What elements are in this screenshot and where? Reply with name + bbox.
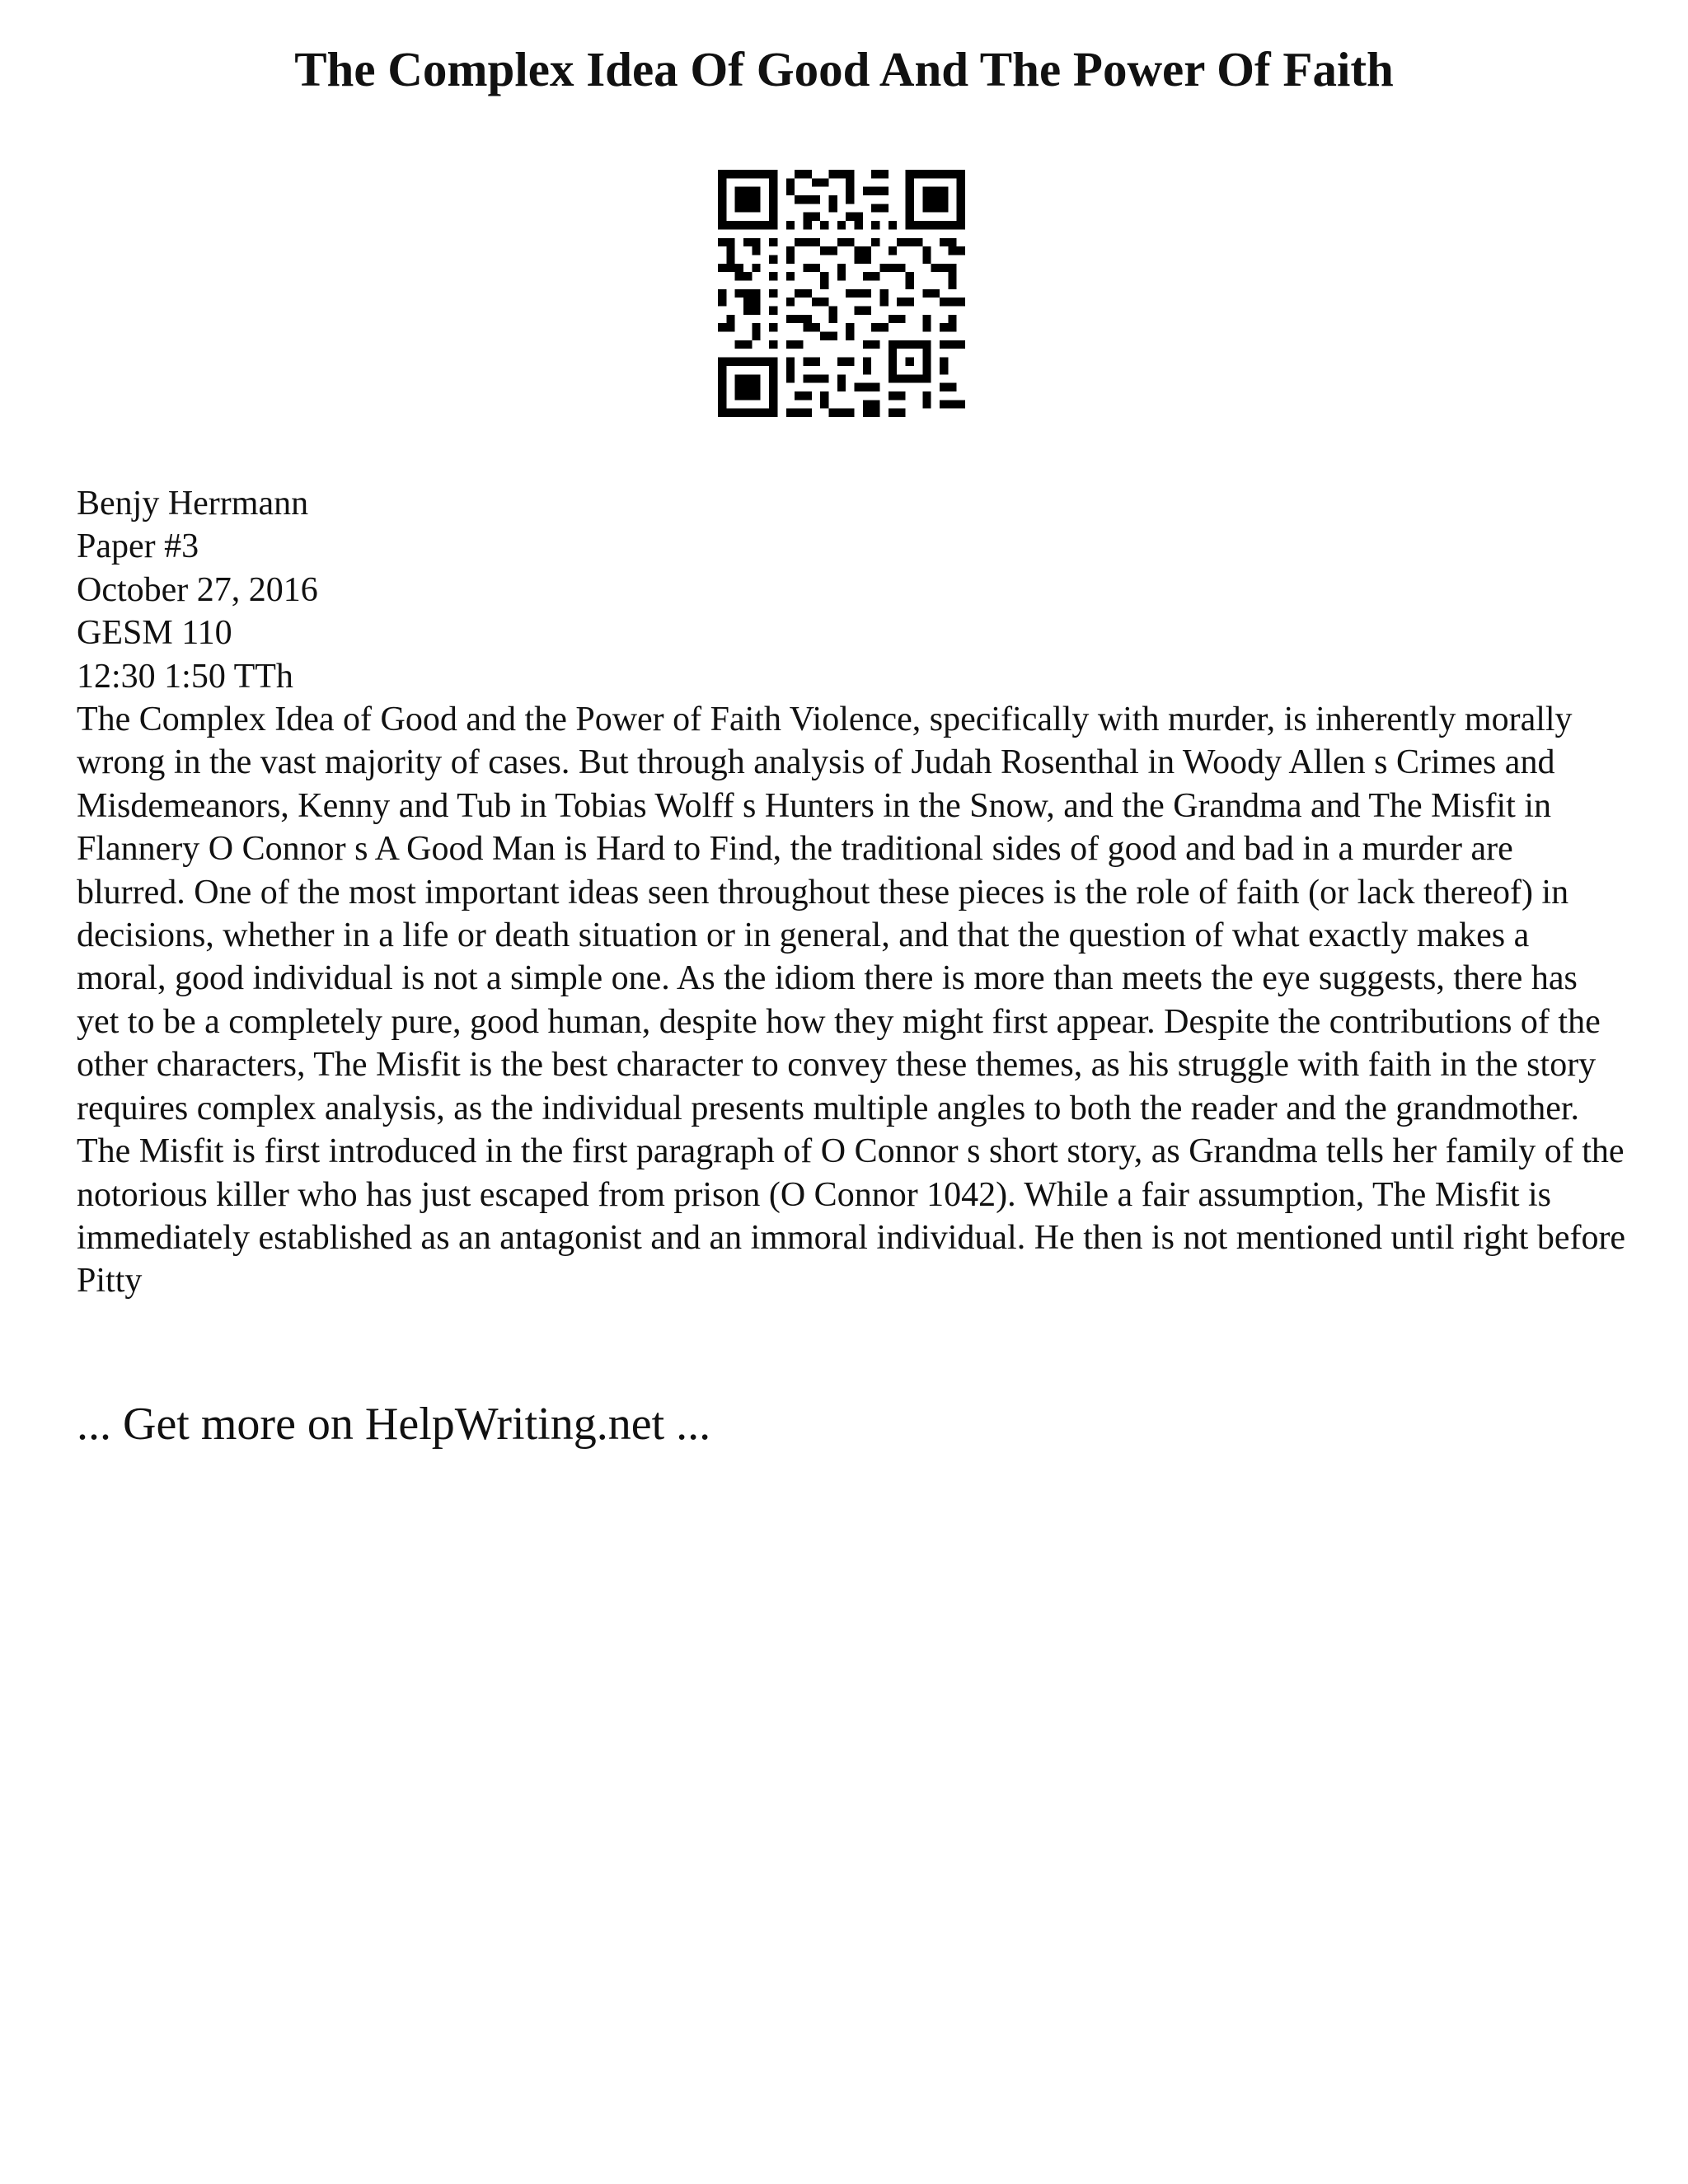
- course-code: GESM 110: [77, 614, 232, 653]
- promo-link-text[interactable]: ... Get more on HelpWriting.net ...: [77, 1399, 711, 1450]
- paper-number: Paper #3: [77, 527, 199, 566]
- class-time: 12:30 1:50 TTh: [77, 657, 293, 696]
- paper-date: October 27, 2016: [77, 570, 318, 609]
- qr-code-icon: [718, 170, 965, 417]
- essay-body: [77, 482, 1626, 1303]
- essay-paragraph: The Complex Idea of Good and the Power of Faith Violence, specifically with murder, is inherently morally wrong in the vast majority of cases. But through analysis of Judah Rosenthal in Woody Allen s Crimes and Misdemeanors, Kenny and Tub in Tobias Wolff s Hunters in the Snow, and the Grandma and The Misfit in Flannery O Connor s A Good Man is Hard to Find, the traditional sides of good and bad in a murder are blurred. One of the most important ideas seen throughout these pieces is the role of faith (or lack thereof) in decisions, whether in a life or death situation or in general, and that the question of what exactly makes a moral, good individual is not a simple one. As the idiom there is more than meets the eye suggests, there has yet to be a completely pure, good human, despite how they might first appear. Despite the contributions of the other characters, The Misfit is the best character to convey these themes, as his struggle with faith in the story requires complex analysis, as the individual presents multiple angles to both the reader and the grandmother. The Misfit is first introduced in the first paragraph of O Connor s short story, as Grandma tells her family of the notorious killer who has just escaped from prison (O Connor 1042). While a fair assumption, The Misfit is immediately established as an antagonist and an immoral individual. He then is not mentioned until right before Pitty: [77, 701, 1626, 1301]
- document-title: The Complex Idea Of Good And The Power Of Faith: [294, 42, 1394, 96]
- author-name: Benjy Herrmann: [77, 485, 309, 523]
